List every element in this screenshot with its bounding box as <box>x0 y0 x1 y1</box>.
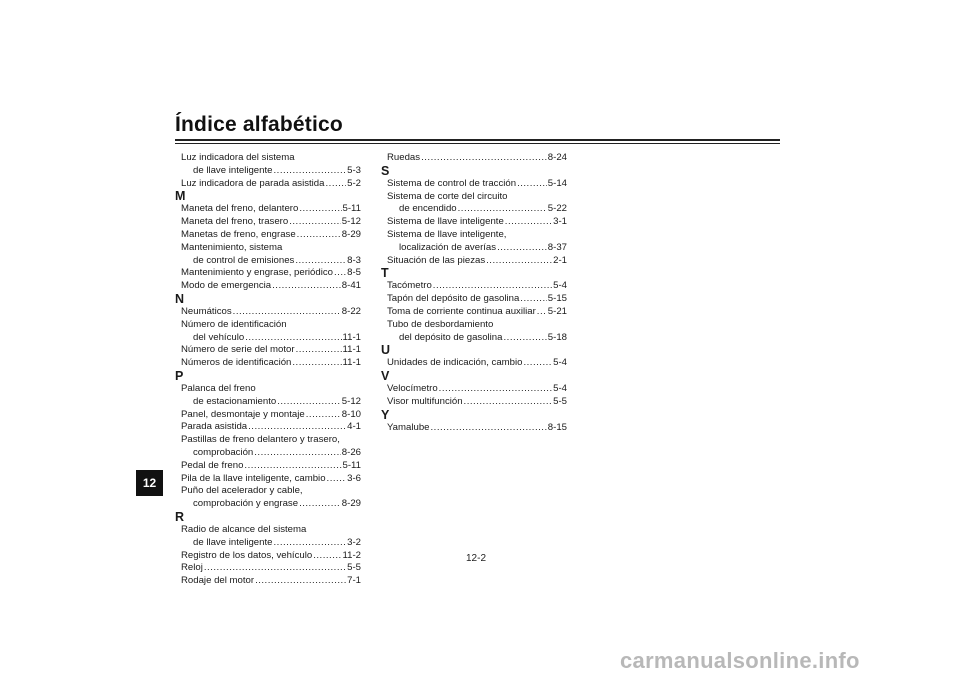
index-entry: comprobación ..... 8-26 <box>181 447 361 460</box>
index-entry: localización de averías ..... 8-37 <box>387 242 567 255</box>
index-entry: Manetas de freno, engrase ..... 8-29 <box>181 229 361 242</box>
index-letter-heading: R <box>175 509 185 524</box>
watermark: carmanualsonline.info <box>620 648 860 673</box>
index-entry: Yamalube ..... 8-15 <box>387 422 567 435</box>
index-column-left <box>175 152 361 588</box>
index-entry: Tapón del depósito de gasolina ..... 5-15 <box>387 293 567 306</box>
index-entry: Maneta del freno, trasero ..... 5-12 <box>181 216 361 229</box>
index-entry: Sistema de control de tracción ..... 5-14 <box>387 178 567 191</box>
index-entry: Reloj ..... 5-5 <box>181 562 361 575</box>
index-entry: Pedal de freno ..... 5-11 <box>181 460 361 473</box>
index-letter-heading: U <box>381 343 391 358</box>
index-entry: Unidades de indicación, cambio ..... 5-4 <box>387 357 567 370</box>
title-rule-thick <box>175 139 780 141</box>
index-entry: Radio de alcance del sistema <box>181 523 307 535</box>
title-rule-thin <box>175 143 780 144</box>
index-entry: Parada asistida ..... 4-1 <box>181 421 361 434</box>
index-entry: Panel, desmontaje y montaje ..... 8-10 <box>181 409 361 422</box>
index-letter-heading: V <box>381 369 390 384</box>
index-entry: Número de serie del motor ..... 11-1 <box>181 344 361 357</box>
index-entry: Pastillas de freno delantero y trasero, <box>181 434 340 446</box>
index-letter-heading: T <box>381 266 389 281</box>
index-entry: Ruedas ..... 8-24 <box>387 152 567 165</box>
index-entry: Mantenimiento, sistema <box>181 241 283 253</box>
index-entry: del vehículo ..... 11-1 <box>181 332 361 345</box>
index-entry: Visor multifunción ..... 5-5 <box>387 396 567 409</box>
index-entry: Velocímetro ..... 5-4 <box>387 383 567 396</box>
index-column-right <box>381 152 567 435</box>
index-entry: de encendido ..... 5-22 <box>387 203 567 216</box>
index-letter-heading: Y <box>381 407 390 422</box>
index-entry: Puño del acelerador y cable, <box>181 485 303 497</box>
index-entry: Situación de las piezas ..... 2-1 <box>387 255 567 268</box>
section-tab: 12 <box>136 470 163 496</box>
index-entry: de llave inteligente ..... 5-3 <box>181 165 361 178</box>
index-entry: Sistema de llave inteligente ..... 3-1 <box>387 216 567 229</box>
index-entry: de control de emisiones ..... 8-3 <box>181 255 361 268</box>
index-entry: Tacómetro ..... 5-4 <box>387 280 567 293</box>
index-entry: Sistema de corte del circuito <box>387 190 508 202</box>
index-entry: de llave inteligente ..... 3-2 <box>181 537 361 550</box>
index-entry: Modo de emergencia ..... 8-41 <box>181 280 361 293</box>
index-letter-heading: M <box>175 189 186 204</box>
page-number: 12-2 <box>466 553 487 564</box>
index-letter-heading: S <box>381 163 390 178</box>
index-entry: Número de identificación <box>181 318 287 330</box>
index-entry: Toma de corriente continua auxiliar ..... 5-21 <box>387 306 567 319</box>
index-letter-heading: P <box>175 368 184 383</box>
index-entry: Sistema de llave inteligente, <box>387 228 507 240</box>
index-entry: Mantenimiento y engrase, periódico ..... 8-5 <box>181 267 361 280</box>
index-entry: Tubo de desbordamiento <box>387 318 494 330</box>
index-entry: Números de identificación ..... 11-1 <box>181 357 361 370</box>
index-entry: de estacionamiento ..... 5-12 <box>181 396 361 409</box>
index-entry: Luz indicadora de parada asistida ..... 5-2 <box>181 178 361 191</box>
index-letter-heading: N <box>175 291 185 306</box>
index-entry: Luz indicadora del sistema <box>181 152 295 163</box>
index-entry: Maneta del freno, delantero ..... 5-11 <box>181 203 361 216</box>
index-entry: Palanca del freno <box>181 382 256 394</box>
index-entry: Registro de los datos, vehículo ..... 11-2 <box>181 550 361 563</box>
index-entry: del depósito de gasolina ..... 5-18 <box>387 332 567 345</box>
index-entry: comprobación y engrase ..... 8-29 <box>181 498 361 511</box>
index-entry: Neumáticos ..... 8-22 <box>181 306 361 319</box>
page-title: Índice alfabético <box>175 113 343 136</box>
index-entry: Pila de la llave inteligente, cambio ..... 3-6 <box>181 473 361 486</box>
index-entry: Rodaje del motor ..... 7-1 <box>181 575 361 588</box>
